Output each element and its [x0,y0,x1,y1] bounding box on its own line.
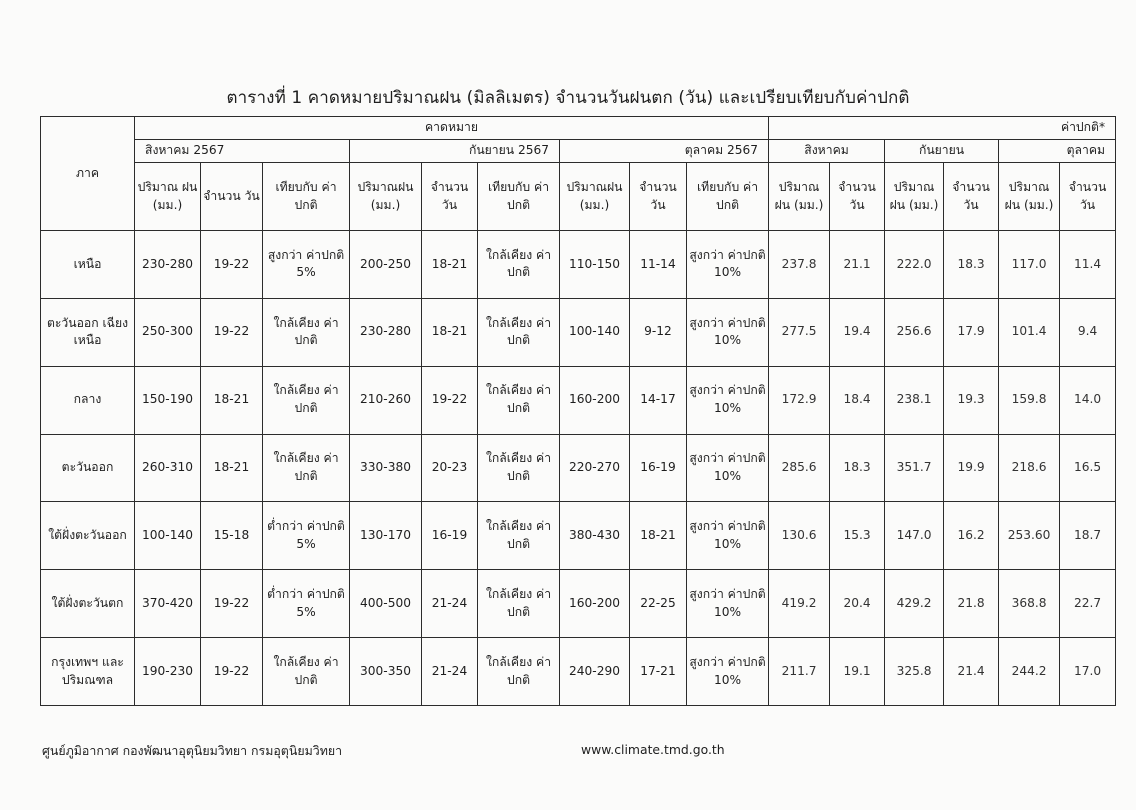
normal-rain-cell: 211.7 [769,638,830,706]
forecast-days-cell: 19-22 [201,298,263,366]
forecast-rain-cell: 100-140 [135,502,201,570]
normal-rain-cell: 172.9 [769,366,830,434]
compare-cell: ใกล้เคียง ค่าปกติ [478,366,560,434]
normal-days-cell: 21.4 [944,638,999,706]
region-cell: ใต้ฝั่งตะวันตก [41,570,135,638]
forecast-days-cell: 19-22 [201,570,263,638]
compare-cell: สูงกว่า ค่าปกติ 10% [687,298,769,366]
normal-days-cell: 18.4 [830,366,885,434]
forecast-days-cell: 22-25 [630,570,687,638]
compare-cell: สูงกว่า ค่าปกติ 10% [687,570,769,638]
region-cell: ใต้ฝั่งตะวันออก [41,502,135,570]
forecast-rain-cell: 400-500 [350,570,422,638]
normal-days-cell: 19.4 [830,298,885,366]
forecast-rain-cell: 220-270 [560,434,630,502]
compare-cell: ใกล้เคียง ค่าปกติ [478,231,560,299]
normal-rain-cell: 285.6 [769,434,830,502]
normal-days-cell: 18.3 [830,434,885,502]
col-compare: เทียบกับ ค่าปกติ [478,163,560,231]
region-cell: ตะวันออก เฉียงเหนือ [41,298,135,366]
compare-cell: ใกล้เคียง ค่าปกติ [263,298,350,366]
region-header: ภาค [41,117,135,231]
normal-rain-cell: 101.4 [999,298,1060,366]
table-row [41,502,1116,570]
compare-cell: สูงกว่า ค่าปกติ 10% [687,502,769,570]
region-cell: ตะวันออก [41,434,135,502]
forecast-rain-cell: 150-190 [135,366,201,434]
table-row [41,570,1116,638]
forecast-days-cell: 18-21 [201,434,263,502]
forecast-days-cell: 9-12 [630,298,687,366]
forecast-rain-cell: 230-280 [350,298,422,366]
normal-rain-cell: 325.8 [885,638,944,706]
col-compare: เทียบกับ ค่าปกติ [263,163,350,231]
compare-cell: ใกล้เคียง ค่าปกติ [478,502,560,570]
forecast-rain-cell: 370-420 [135,570,201,638]
compare-cell: ใกล้เคียง ค่าปกติ [478,638,560,706]
normal-days-cell: 18.3 [944,231,999,299]
footer-organization: ศูนย์ภูมิอากาศ กองพัฒนาอุตุนิยมวิทยา กรมอุตุนิยมวิทยา [42,743,343,758]
forecast-rain-cell: 330-380 [350,434,422,502]
compare-cell: ใกล้เคียง ค่าปกติ [478,570,560,638]
compare-cell: สูงกว่า ค่าปกติ 10% [687,366,769,434]
col-days-forecast: จำนวน วัน [630,163,687,231]
forecast-days-cell: 16-19 [422,502,478,570]
rainfall-forecast-table [40,116,1116,706]
normal-rain-cell: 429.2 [885,570,944,638]
col-days-forecast: จำนวน วัน [201,163,263,231]
table-row [41,231,1116,299]
forecast-days-cell: 11-14 [630,231,687,299]
compare-cell: ใกล้เคียง ค่าปกติ [478,298,560,366]
table-row [41,638,1116,706]
forecast-days-cell: 18-21 [422,231,478,299]
col-rain-normal: ปริมาณ ฝน (มม.) [999,163,1060,231]
normal-rain-cell: 419.2 [769,570,830,638]
normal-days-cell: 9.4 [1060,298,1116,366]
col-rain-forecast: ปริมาณฝน (มม.) [560,163,630,231]
compare-cell: สูงกว่า ค่าปกติ 10% [687,434,769,502]
normal-rain-cell: 253.60 [999,502,1060,570]
forecast-days-cell: 18-21 [422,298,478,366]
forecast-group-header: คาดหมาย [135,117,769,140]
forecast-rain-cell: 210-260 [350,366,422,434]
forecast-rain-cell: 300-350 [350,638,422,706]
compare-cell: ใกล้เคียง ค่าปกติ [263,366,350,434]
forecast-month-oct: ตุลาคม 2567 [560,140,769,163]
normal-days-cell: 11.4 [1060,231,1116,299]
normal-rain-cell: 222.0 [885,231,944,299]
forecast-days-cell: 16-19 [630,434,687,502]
forecast-rain-cell: 190-230 [135,638,201,706]
normal-month-aug: สิงหาคม [769,140,885,163]
table-row [41,298,1116,366]
normal-rain-cell: 159.8 [999,366,1060,434]
normal-group-header: ค่าปกติ* [769,117,1116,140]
normal-days-cell: 16.2 [944,502,999,570]
col-compare: เทียบกับ ค่าปกติ [687,163,769,231]
normal-days-cell: 17.0 [1060,638,1116,706]
normal-days-cell: 22.7 [1060,570,1116,638]
normal-days-cell: 17.9 [944,298,999,366]
forecast-rain-cell: 260-310 [135,434,201,502]
forecast-month-aug: สิงหาคม 2567 [135,140,350,163]
compare-cell: สูงกว่า ค่าปกติ 5% [263,231,350,299]
normal-days-cell: 21.8 [944,570,999,638]
forecast-rain-cell: 100-140 [560,298,630,366]
normal-rain-cell: 244.2 [999,638,1060,706]
normal-rain-cell: 117.0 [999,231,1060,299]
forecast-rain-cell: 110-150 [560,231,630,299]
forecast-days-cell: 15-18 [201,502,263,570]
table-title: ตารางที่ 1 คาดหมายปริมาณฝน (มิลลิเมตร) จำนวนวันฝนตก (วัน) และเปรียบเทียบกับค่าปกติ [226,88,910,108]
compare-cell: ต่ำกว่า ค่าปกติ 5% [263,502,350,570]
forecast-days-cell: 21-24 [422,638,478,706]
normal-rain-cell: 277.5 [769,298,830,366]
normal-rain-cell: 238.1 [885,366,944,434]
forecast-days-cell: 20-23 [422,434,478,502]
normal-month-oct: ตุลาคม [999,140,1116,163]
forecast-rain-cell: 240-290 [560,638,630,706]
forecast-days-cell: 14-17 [630,366,687,434]
forecast-rain-cell: 160-200 [560,570,630,638]
compare-cell: สูงกว่า ค่าปกติ 10% [687,231,769,299]
region-cell: กรุงเทพฯ และ ปริมณฑล [41,638,135,706]
forecast-rain-cell: 380-430 [560,502,630,570]
footer-url: www.climate.tmd.go.th [581,742,725,757]
normal-days-cell: 14.0 [1060,366,1116,434]
compare-cell: สูงกว่า ค่าปกติ 10% [687,638,769,706]
normal-days-cell: 19.9 [944,434,999,502]
forecast-rain-cell: 250-300 [135,298,201,366]
forecast-days-cell: 18-21 [201,366,263,434]
normal-rain-cell: 237.8 [769,231,830,299]
compare-cell: ใกล้เคียง ค่าปกติ [263,434,350,502]
region-cell: เหนือ [41,231,135,299]
forecast-rain-cell: 160-200 [560,366,630,434]
forecast-days-cell: 19-22 [422,366,478,434]
normal-rain-cell: 256.6 [885,298,944,366]
col-rain-normal: ปริมาณ ฝน (มม.) [885,163,944,231]
normal-days-cell: 18.7 [1060,502,1116,570]
table-row [41,434,1116,502]
forecast-days-cell: 19-22 [201,638,263,706]
normal-rain-cell: 351.7 [885,434,944,502]
col-days-forecast: จำนวน วัน [422,163,478,231]
col-rain-forecast: ปริมาณฝน (มม.) [350,163,422,231]
forecast-month-sep: กันยายน 2567 [350,140,560,163]
normal-days-cell: 19.1 [830,638,885,706]
normal-rain-cell: 147.0 [885,502,944,570]
col-days-normal: จำนวน วัน [830,163,885,231]
table-row [41,366,1116,434]
normal-days-cell: 21.1 [830,231,885,299]
forecast-days-cell: 17-21 [630,638,687,706]
normal-rain-cell: 130.6 [769,502,830,570]
normal-month-sep: กันยายน [885,140,999,163]
col-rain-forecast: ปริมาณ ฝน (มม.) [135,163,201,231]
region-cell: กลาง [41,366,135,434]
normal-days-cell: 16.5 [1060,434,1116,502]
forecast-rain-cell: 130-170 [350,502,422,570]
compare-cell: ใกล้เคียง ค่าปกติ [263,638,350,706]
forecast-days-cell: 19-22 [201,231,263,299]
normal-days-cell: 20.4 [830,570,885,638]
normal-days-cell: 15.3 [830,502,885,570]
forecast-days-cell: 21-24 [422,570,478,638]
forecast-rain-cell: 230-280 [135,231,201,299]
compare-cell: ต่ำกว่า ค่าปกติ 5% [263,570,350,638]
normal-rain-cell: 218.6 [999,434,1060,502]
col-rain-normal: ปริมาณ ฝน (มม.) [769,163,830,231]
col-days-normal: จำนวน วัน [944,163,999,231]
forecast-rain-cell: 200-250 [350,231,422,299]
forecast-days-cell: 18-21 [630,502,687,570]
compare-cell: ใกล้เคียง ค่าปกติ [478,434,560,502]
normal-days-cell: 19.3 [944,366,999,434]
normal-rain-cell: 368.8 [999,570,1060,638]
col-days-normal: จำนวน วัน [1060,163,1116,231]
